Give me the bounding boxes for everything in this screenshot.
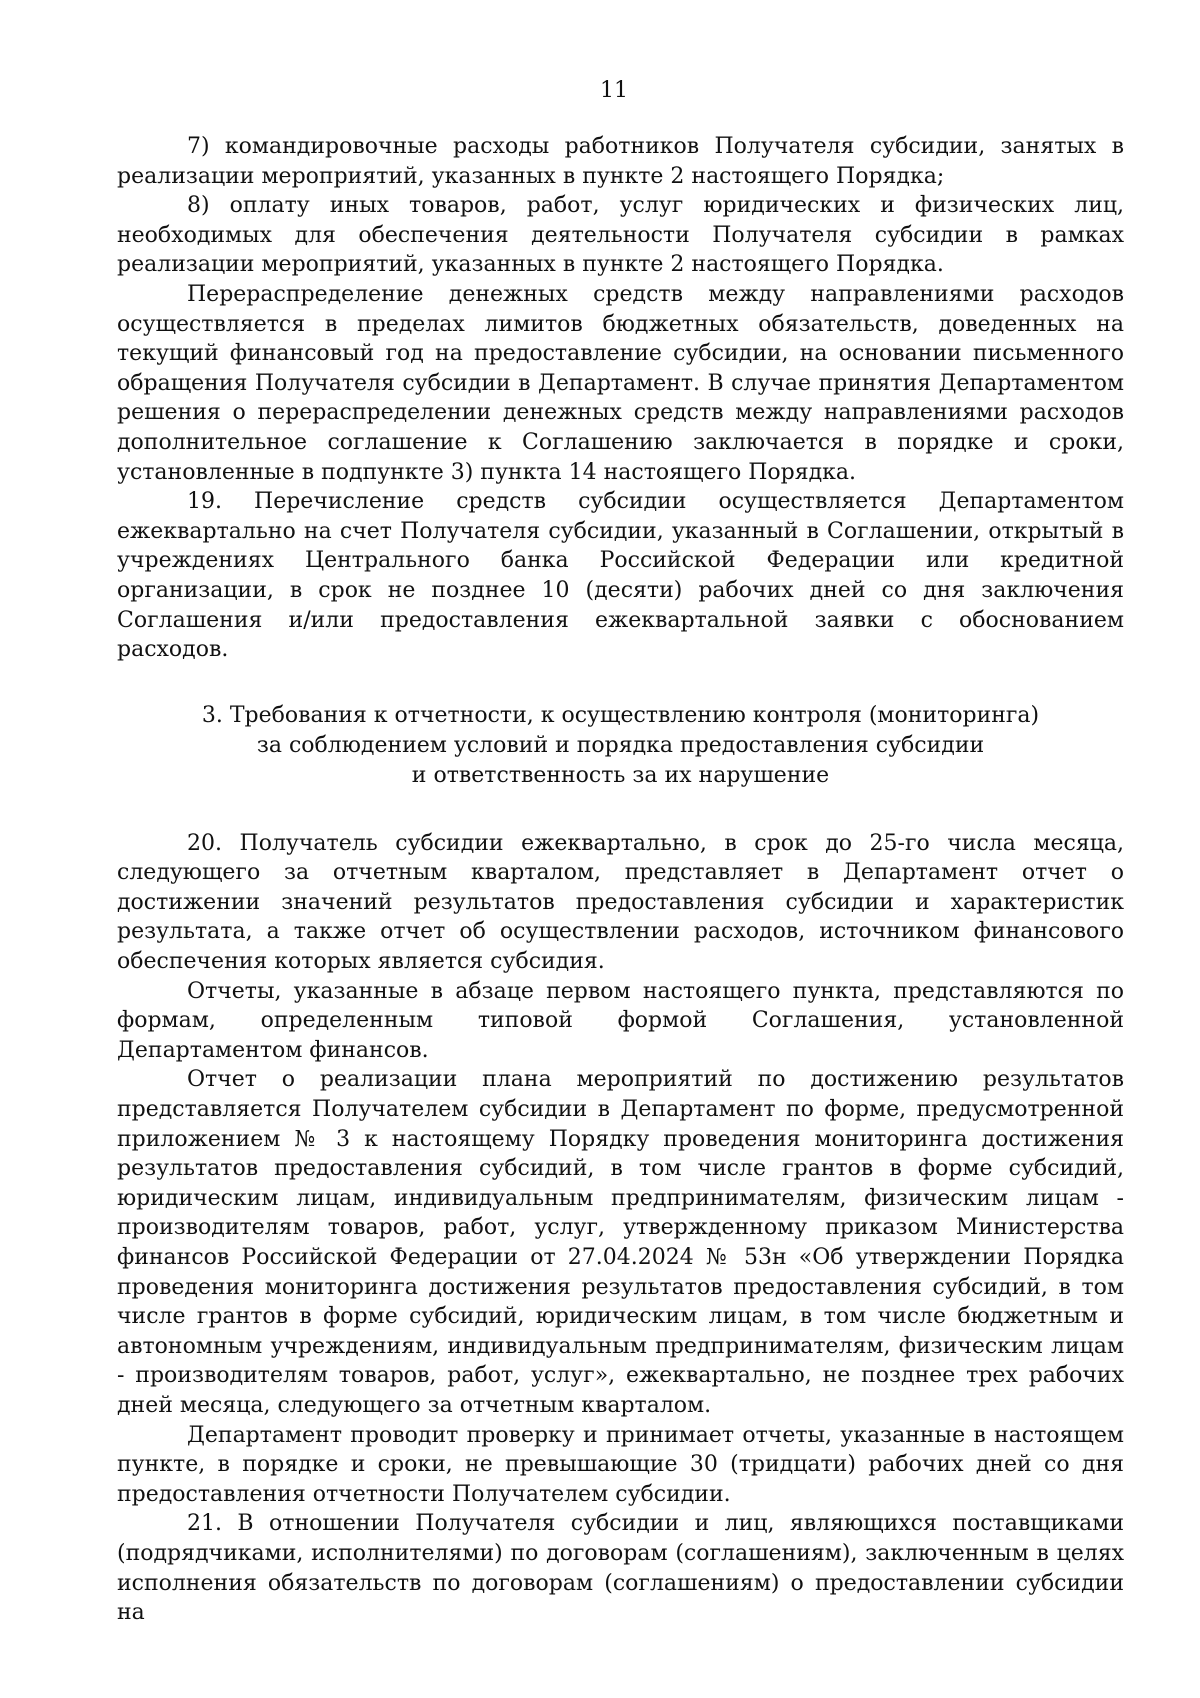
paragraph-report-forms: Отчеты, указанные в абзаце первом настоящего пункта, представляются по формам, определенным типовой формой Соглашения, установленной Департаментом финансов.	[117, 978, 1124, 1063]
page-number: 11	[600, 78, 628, 103]
section-heading-line-3: и ответственность за их нарушение	[411, 762, 830, 788]
section-heading-line-1: 3. Требования к отчетности, к осуществлению контроля (мониторинга)	[201, 702, 1040, 728]
section-heading-line-2: за соблюдением условий и порядка предоставления субсидии	[256, 732, 985, 758]
section-heading	[117, 701, 1124, 791]
document-body	[117, 132, 1124, 1628]
paragraph-item-7: 7) командировочные расходы работников Получателя субсидии, занятых в реализации мероприятий, указанных в пункте 2 настоящего Порядка;	[117, 134, 1124, 189]
paragraph-redistribution: Перераспределение денежных средств между направлениями расходов осуществляется в пределах лимитов бюджетных обязательств, доведенных на текущий финансовый год на предоставление субсидии, на основании письменного обращения Получателя субсидии в Департамент. В случае принятия Департаментом решения о перераспределении денежных средств между направлениями расходов дополнительное соглашение к Соглашению заключается в порядке и сроки, установленные в подпункте 3) пункта 14 настоящего Порядка.	[117, 281, 1124, 485]
paragraph-clause-20: 20. Получатель субсидии ежеквартально, в срок до 25-го числа месяца, следующего за отчетным кварталом, представляет в Департамент отчет о достижении значений результатов предоставления субсидии и характеристик результата, а также отчет об осуществлении расходов, источником финансового обеспечения которых является субсидия.	[117, 830, 1124, 975]
paragraph-plan-report: Отчет о реализации плана мероприятий по достижению результатов представляется Получателем субсидии в Департамент по форме, предусмотренной приложением № 3 к настоящему Порядку проведения мониторинга достижения результатов предоставления субсидий, в том числе грантов в форме субсидий, юридическим лицам, индивидуальным предпринимателям, физическим лицам - производителям товаров, работ, услуг, утвержденному приказом Министерства финансов Российской Федерации от 27.04.2024 № 53н «Об утверждении Порядка проведения мониторинга достижения результатов предоставления субсидий, в том числе грантов в форме субсидий, юридическим лицам, в том числе бюджетным и автономным учреждениям, индивидуальным предпринимателям, физическим лицам - производителям товаров, работ, услуг», ежеквартально, не позднее трех рабочих дней месяца, следующего за отчетным кварталом.	[117, 1067, 1124, 1418]
paragraph-clause-21: 21. В отношении Получателя субсидии и лиц, являющихся поставщиками (подрядчиками, исполнителями) по договорам (соглашениям), заключенным в целях исполнения обязательств по договорам (соглашениям) о предоставлении субсидии на	[117, 1511, 1124, 1626]
paragraph-clause-19: 19. Перечисление средств субсидии осуществляется Департаментом ежеквартально на счет Получателя субсидии, указанный в Соглашении, открытый в учреждениях Центрального банка Российской Федерации или кредитной организации, в срок не позднее 10 (десяти) рабочих дней со дня заключения Соглашения и/или предоставления ежеквартальной заявки с обоснованием расходов.	[117, 489, 1124, 663]
paragraph-item-8: 8) оплату иных товаров, работ, услуг юридических и физических лиц, необходимых для обеспечения деятельности Получателя субсидии в рамках реализации мероприятий, указанных в пункте 2 настоящего Порядка.	[117, 193, 1124, 278]
paragraph-department-check: Департамент проводит проверку и принимает отчеты, указанные в настоящем пункте, в порядке и сроки, не превышающие 30 (тридцати) рабочих дней со дня предоставления отчетности Получателем субсидии.	[117, 1422, 1124, 1507]
